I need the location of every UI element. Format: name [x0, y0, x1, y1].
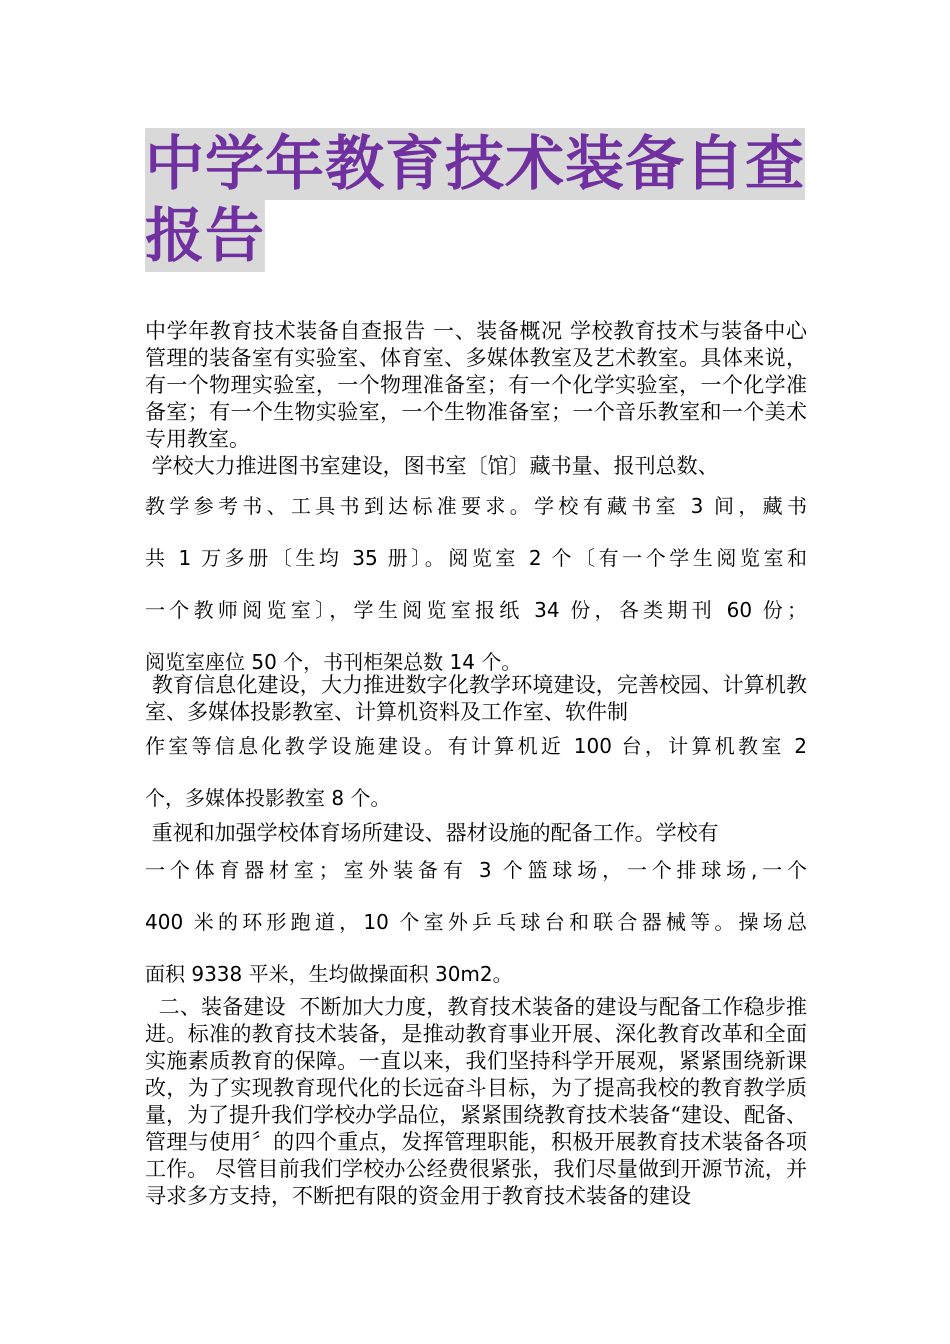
title-line-1: 中学年教育技术装备自查 — [145, 129, 806, 198]
sports-paragraph-first-line: 重视和加强学校体育场所建设、器材设施的配备工作。学校有 — [145, 821, 719, 845]
sports-line: 面积 9338 平米，生均做操面积 30m2。 — [145, 962, 513, 986]
library-line: 一个教师阅览室〕，学生阅览室报纸 34 份，各类期刊 60 份； — [145, 598, 807, 622]
library-paragraph — [145, 480, 807, 688]
sports-line: 400 米的环形跑道，10 个室外乒乓球台和联合器械等。操场总 — [145, 910, 807, 934]
sports-line: 一个体育器材室；室外装备有 3 个篮球场，一个排球场,一个 — [145, 858, 807, 882]
document-title — [145, 128, 810, 272]
construction-paragraph: 二、装备建设 不断加大力度，教育技术装备的建设与配备工作稳步推进。标准的教育技术装备，是推动教育事业开展、深化教育改革和全面实施素质教育的保障。一直以来，我们坚持科学开展观，紧紧围绕新课改，为了实现教育现代化的长远奋斗目标，为了提高我校的教育教学质量，为了提升我们学校办学品位，紧紧围绕教育技术装备“建设、配备、管理与使用〞的四个重点，发挥管理职能，积极开展教育技术装备各项工作。 尽管目前我们学校办公经费很紧张，我们尽量做到开源节流，并寻求多方支持，不断把有限的资金用于教育技术装备的建设 — [145, 995, 807, 1208]
library-line: 教学参考书、工具书到达标准要求。学校有藏书室 3 间，藏书 — [145, 494, 807, 518]
intro-paragraph: 中学年教育技术装备自查报告 一、装备概况 学校教育技术与装备中心管理的装备室有实验室、体育室、多媒体教室及艺术教室。具体来说，有一个物理实验室，一个物理准备室；有一个化学实验室，一个化学准备室；有一个生物实验室，一个生物准备室；一个音乐教室和一个美术专用教室。 — [145, 319, 807, 451]
library-line: 阅览室座位 50 个，书刊柜架总数 14 个。 — [145, 650, 522, 674]
info-line: 作室等信息化教学设施建设。有计算机近 100 台，计算机教室 2 — [145, 734, 807, 758]
sports-paragraph — [145, 844, 807, 1000]
library-paragraph-first-line: 学校大力推进图书室建设，图书室〔馆〕藏书量、报刊总数、 — [145, 454, 719, 478]
info-line: 个，多媒体投影教室 8 个。 — [145, 786, 391, 810]
info-paragraph — [145, 720, 807, 824]
library-line: 共 1 万多册〔生均 35 册〕。阅览室 2 个〔有一个学生阅览室和 — [145, 546, 807, 570]
title-line-2: 报告 — [145, 201, 266, 270]
info-paragraph-first-lines: 教育信息化建设，大力推进数字化教学环境建设，完善校园、计算机教室、多媒体投影教室、计算机资料及工作室、软件制 — [145, 673, 807, 724]
